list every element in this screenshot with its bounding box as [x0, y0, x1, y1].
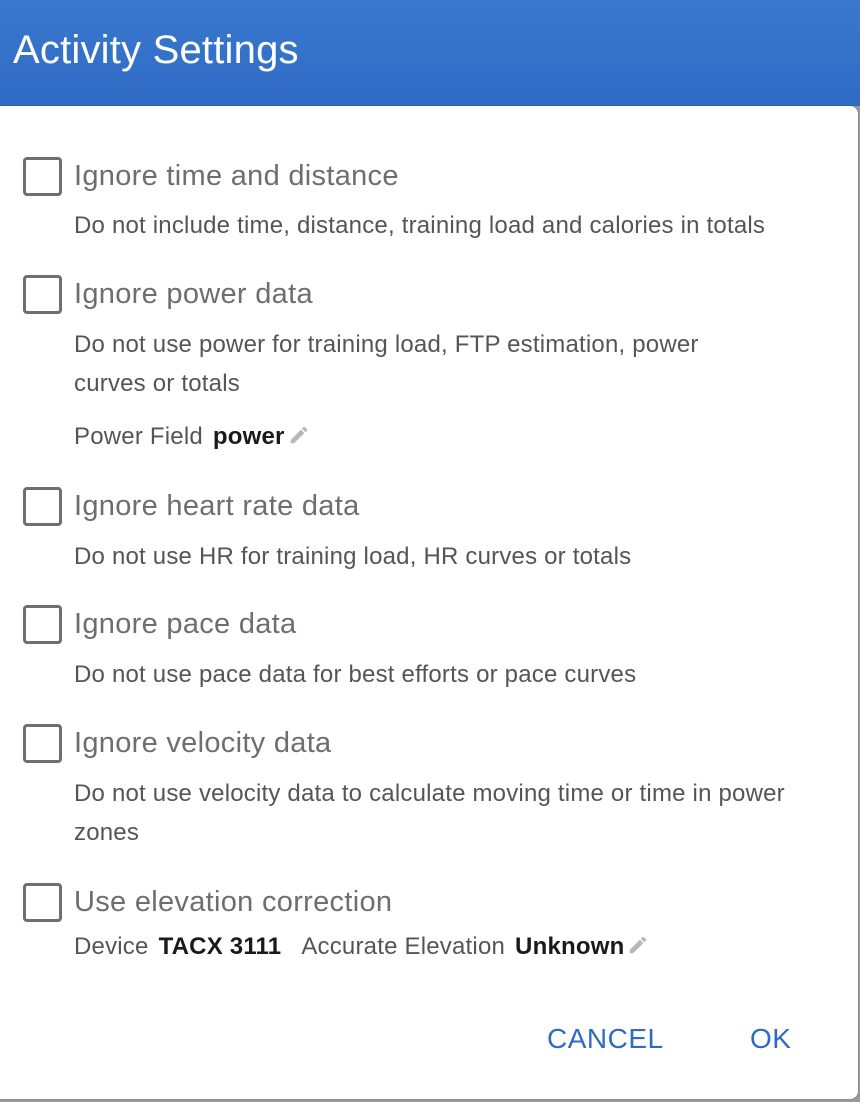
cancel-button[interactable]: CANCEL: [547, 1023, 664, 1054]
ignore-velocity-checkbox[interactable]: [23, 724, 62, 763]
power-field-value[interactable]: power: [212, 423, 285, 450]
dialog-header: [0, 0, 860, 106]
device-label: Device: [74, 933, 149, 960]
ignore-time-distance-description: Do not include time, distance, training load and calories in totals: [74, 212, 766, 239]
ignore-power-description: Do not use power for training load, FTP estimation, power curves or totals: [74, 331, 699, 397]
power-field-row: [74, 423, 310, 451]
pencil-icon[interactable]: [288, 424, 310, 446]
ignore-pace-description: Do not use pace data for best efforts or pace curves: [74, 661, 637, 688]
elevation-correction-checkbox[interactable]: [23, 883, 62, 922]
ignore-heart-rate-label[interactable]: Ignore heart rate data: [74, 490, 360, 522]
ignore-velocity-label[interactable]: Ignore velocity data: [74, 727, 332, 759]
ignore-velocity-description: Do not use velocity data to calculate moving time or time in power zones: [74, 780, 785, 846]
accurate-elevation-value[interactable]: Unknown: [515, 933, 625, 960]
device-value: TACX 3111: [158, 933, 282, 960]
ignore-time-distance-checkbox[interactable]: [23, 157, 62, 196]
ignore-time-distance-label[interactable]: Ignore time and distance: [74, 160, 399, 192]
accurate-elevation-label: Accurate Elevation: [301, 933, 506, 960]
pencil-icon[interactable]: [627, 934, 649, 956]
ignore-heart-rate-checkbox[interactable]: [23, 487, 62, 526]
elevation-info-row: [74, 933, 649, 961]
ignore-heart-rate-description: Do not use HR for training load, HR curves or totals: [74, 543, 632, 570]
power-field-label: Power Field: [74, 423, 203, 450]
dialog-title: Activity Settings: [13, 28, 299, 72]
ok-button[interactable]: OK: [750, 1023, 792, 1054]
ignore-pace-checkbox[interactable]: [23, 605, 62, 644]
ignore-pace-label[interactable]: Ignore pace data: [74, 608, 297, 640]
elevation-correction-label[interactable]: Use elevation correction: [74, 886, 393, 918]
ignore-power-checkbox[interactable]: [23, 275, 62, 314]
ignore-power-label[interactable]: Ignore power data: [74, 278, 313, 310]
